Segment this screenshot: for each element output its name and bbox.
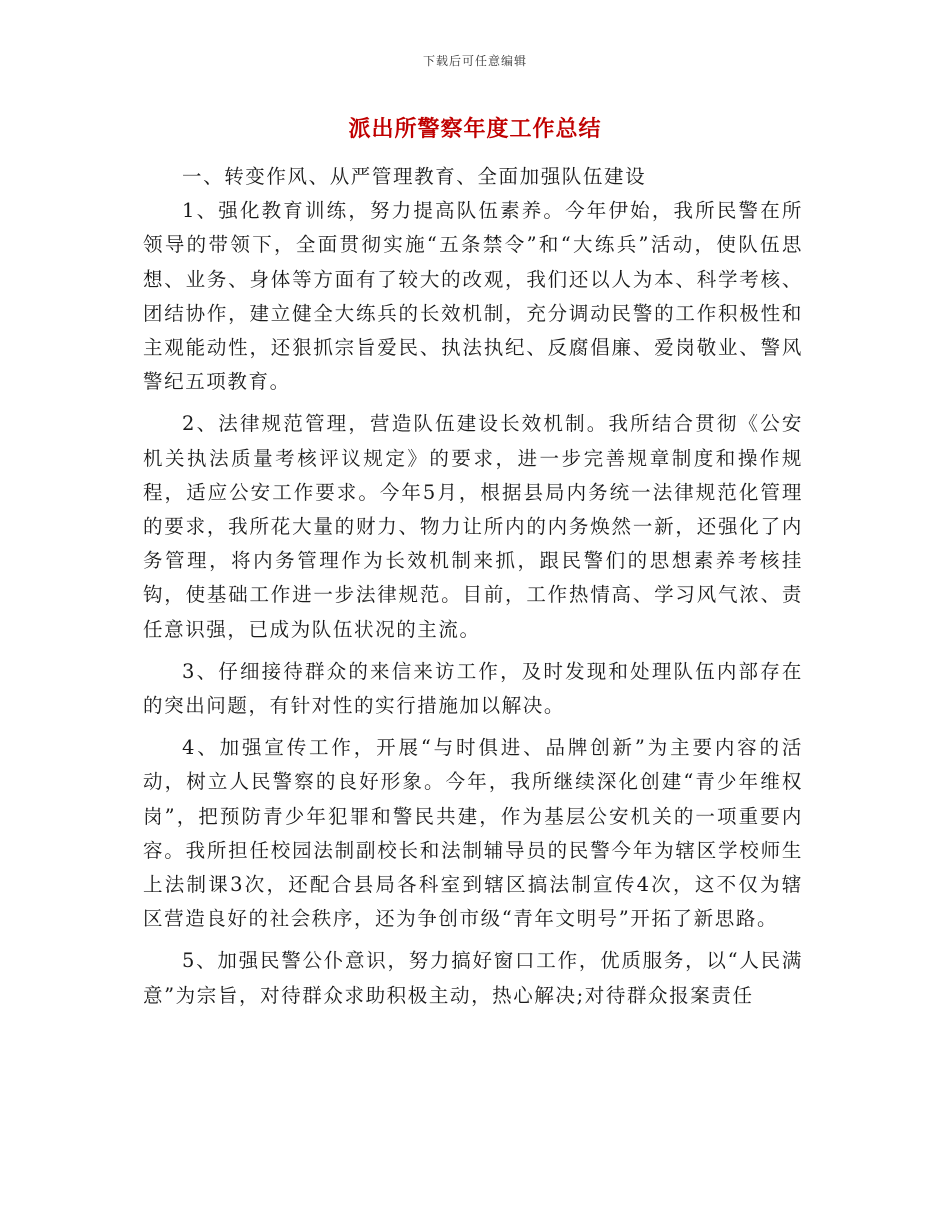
paragraph-4: 4、加强宣传工作，开展“与时俱进、品牌创新”为主要内容的活动，树立人民警察的良好形象。今年，我所继续深化创建“青少年维权岗”，把预防青少年犯罪和警民共建，作为基层公安机关的一项重要内容。我所担任校园法制副校长和法制辅导员的民警今年为辖区学校师生上法制课3次，还配合县局各科室到辖区搞法制宣传4次，这不仅为辖区营造良好的社会秩序，还为争创市级“青年文明号”开拓了新思路。 xyxy=(143,736,803,931)
paragraph-3: 3、仔细接待群众的来信来访工作，及时发现和处理队伍内部存在的突出问题，有针对性的实行措施加以解决。 xyxy=(143,659,803,718)
paragraph-2: 2、法律规范管理，营造队伍建设长效机制。我所结合贯彻《公安机关执法质量考核评议规定》的要求，进一步完善规章制度和操作规程，适应公安工作要求。今年5月，根据县局内务统一法律规范化管理的要求，我所花大量的财力、物力让所内的内务焕然一新，还强化了内务管理，将内务管理作为长效机制来抓，跟民警们的思想素养考核挂钩，使基础工作进一步法律规范。目前，工作热情高、学习风气浓、责任意识强，已成为队伍状况的主流。 xyxy=(143,412,803,641)
document-title: 派出所警察年度工作总结 xyxy=(348,116,602,142)
section-heading: 一、转变作风、从严管理教育、全面加强队伍建设 xyxy=(182,165,647,188)
header-note: 下载后可任意编辑 xyxy=(422,54,527,68)
paragraph-1: 1、强化教育训练，努力提高队伍素养。今年伊始，我所民警在所领导的带领下，全面贯彻实施“五条禁令”和“大练兵”活动，使队伍思想、业务、身体等方面有了较大的改观，我们还以人为本、科学考核、团结协作，建立健全大练兵的长效机制，充分调动民警的工作积极性和主观能动性，还狠抓宗旨爱民、执法执纪、反腐倡廉、爱岗敬业、警风警纪五项教育。 xyxy=(143,199,803,394)
paragraph-5: 5、加强民警公仆意识，努力搞好窗口工作，优质服务，以“人民满意”为宗旨，对待群众求助积极主动，热心解决;对待群众报案责任 xyxy=(143,949,803,1007)
document-body xyxy=(143,160,803,1013)
